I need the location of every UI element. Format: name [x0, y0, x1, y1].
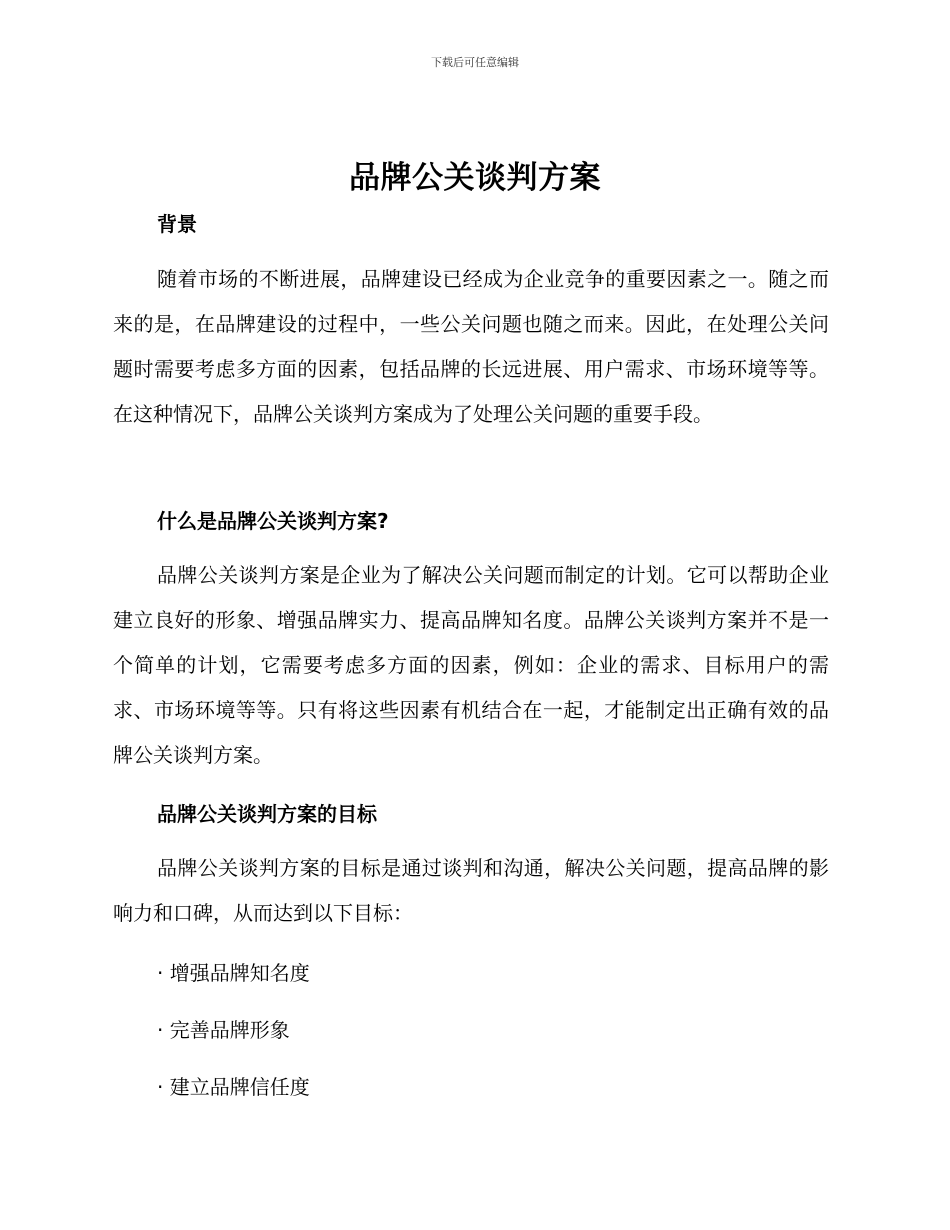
- section-heading-background: 背景: [157, 212, 197, 236]
- list-item: · 完善品牌形象: [157, 1018, 290, 1042]
- section-paragraph-goals: 品牌公关谈判方案的目标是通过谈判和沟通，解决公关问题，提高品牌的影响力和口碑，从而达到以下目标：: [113, 856, 829, 925]
- list-item: · 建立品牌信任度: [157, 1075, 310, 1099]
- section-paragraph-background: 随着市场的不断进展，品牌建设已经成为企业竞争的重要因素之一。随之而来的是，在品牌建设的过程中，一些公关问题也随之而来。因此，在处理公关问题时需要考虑多方面的因素，包括品牌的长远进展、用户需求、市场环境等等。在这种情况下，品牌公关谈判方案成为了处理公关问题的重要手段。: [113, 267, 829, 426]
- section-paragraph-definition: 品牌公关谈判方案是企业为了解决公关问题而制定的计划。它可以帮助企业建立良好的形象、增强品牌实力、提高品牌知名度。品牌公关谈判方案并不是一个简单的计划，它需要考虑多方面的因素，例如：企业的需求、目标用户的需求、市场环境等等。只有将这些因素有机结合在一起，才能制定出正确有效的品牌公关谈判方案。: [113, 563, 829, 767]
- document-title: 品牌公关谈判方案: [349, 160, 601, 196]
- section-heading-definition: 什么是品牌公关谈判方案?: [157, 509, 389, 533]
- section-heading-goals: 品牌公关谈判方案的目标: [157, 802, 377, 826]
- header-note: 下载后可任意编辑: [431, 56, 519, 69]
- list-item: · 增强品牌知名度: [157, 961, 310, 985]
